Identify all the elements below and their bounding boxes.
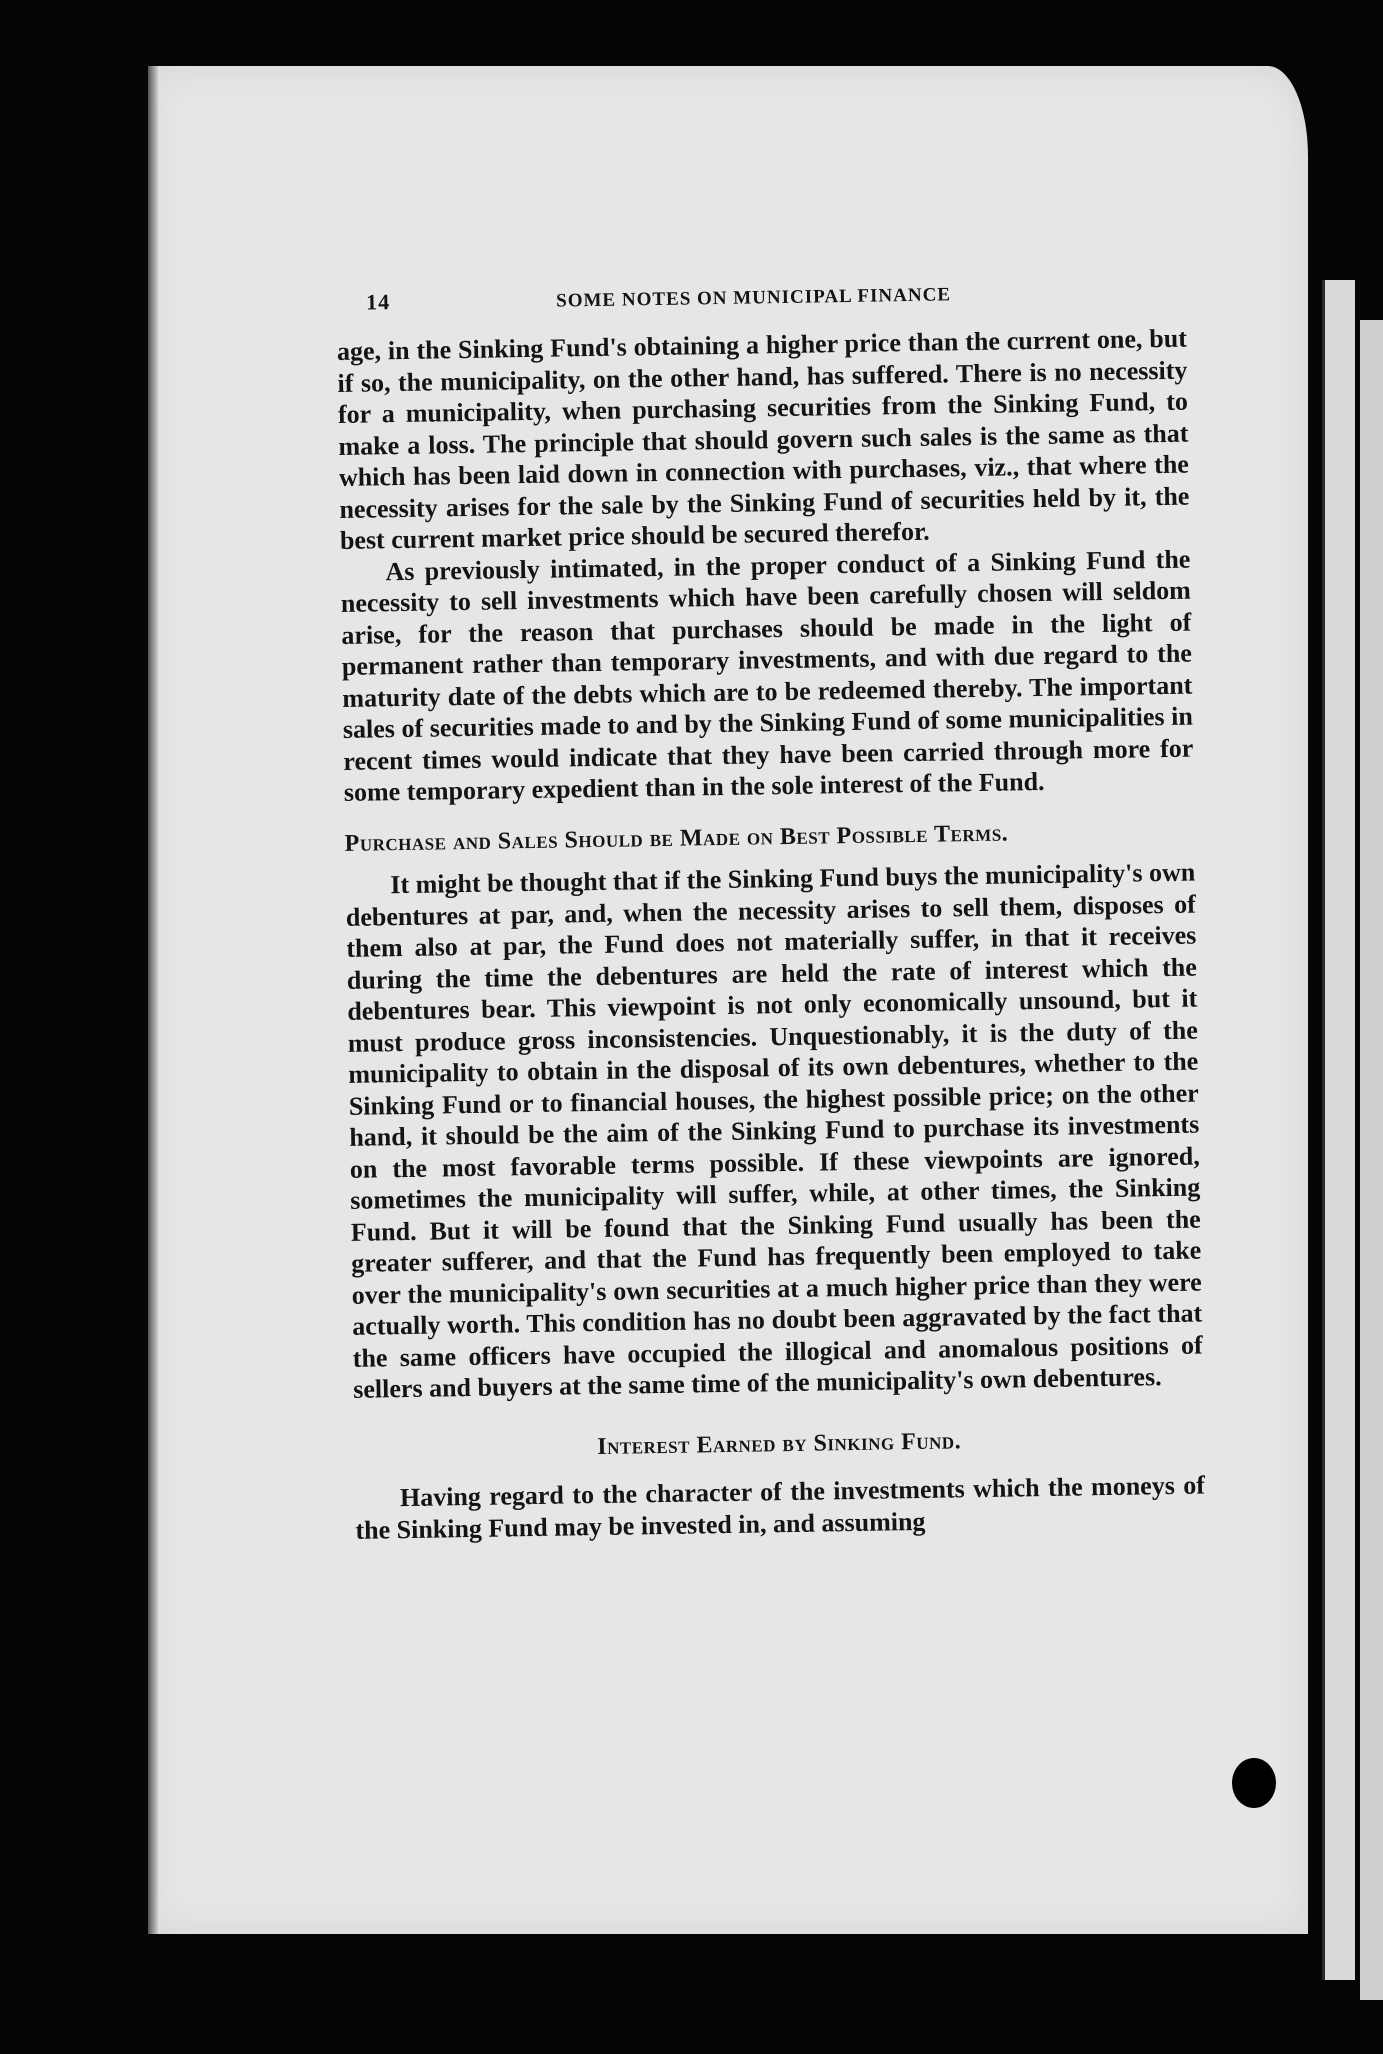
binding-edge: [148, 66, 158, 1934]
body-text: [337, 323, 1206, 1546]
adjacent-page-edge-outer: [1360, 320, 1383, 2000]
paragraph: Having regard to the character of the investments which the moneys of the Sinking Fund may be invested in, and assuming: [355, 1470, 1206, 1545]
page-number: 14: [365, 289, 391, 315]
running-title: SOME NOTES ON MUNICIPAL FINANCE: [556, 284, 952, 312]
adjacent-page-edge: [1322, 280, 1355, 1980]
section-heading-interest-earned: Interest Earned by Sinking Fund.: [597, 1427, 962, 1460]
paragraph: As previously intimated, in the proper conduct of a Sinking Fund the necessity to sell investments which have been carefully chosen will seldom arise, for the reason that purchases should be made in the light of permanent rather than temporary investments, and with due regard to the maturity date of the debts which are to be redeemed thereby. The important sales of securities made to and by the Sinking Fund of some municipalities in recent times would indicate that they have been carried through more for some temporary expedient than in the sole interest of the Fund.: [340, 544, 1194, 807]
punch-hole: [1232, 1758, 1276, 1808]
paragraph-continued: age, in the Sinking Fund's obtaining a higher price than the current one, but if so, the municipality, on the other hand, has suffered. There is no necessity for a municipality, when purchasing securities from the Sinking Fund, to make a loss. The principle that should govern such sales is the same as that which has been laid down in connection with purchases, viz., that where the necessity arises for the sale by the Sinking Fund of securities held by it, the best current market price should be secured therefor.: [336, 323, 1190, 555]
page-content: [336, 277, 1206, 1546]
paragraph: It might be thought that if the Sinking Fund buys the municipality's own debentures at par, and, when the necessity arises to sell them, disposes of them also at par, the Fund does not materially suffer, in that it receives during the time the debentures are held the rate of interest which the debentures bear. This viewpoint is not only economically unsound, but it must produce gross inconsistencies. Unquestionably, it is the duty of the municipality to obtain in the disposal of its own debentures, whether to the Sinking Fund or to financial houses, the highest possible price; on the other hand, it should be the aim of the Sinking Fund to purchase its investments on the most favorable terms possible. If these viewpoints are ignored, sometimes the municipality will suffer, while, at other times, the Sinking Fund. But it will be found that the Sinking Fund usually has been the greater sufferer, and that the Fund has frequently been employed to take over the municipality's own securities at a much higher price than they were actually worth. This condition has no doubt been aggravated by the fact that the same officers have occupied the illogical and anomalous positions of sellers and buyers at the same time of the municipality's own debentures.: [345, 857, 1203, 1404]
section-heading-purchase-and-sales: Purchase and Sales Should be Made on Best Possible Terms.: [344, 820, 1009, 857]
